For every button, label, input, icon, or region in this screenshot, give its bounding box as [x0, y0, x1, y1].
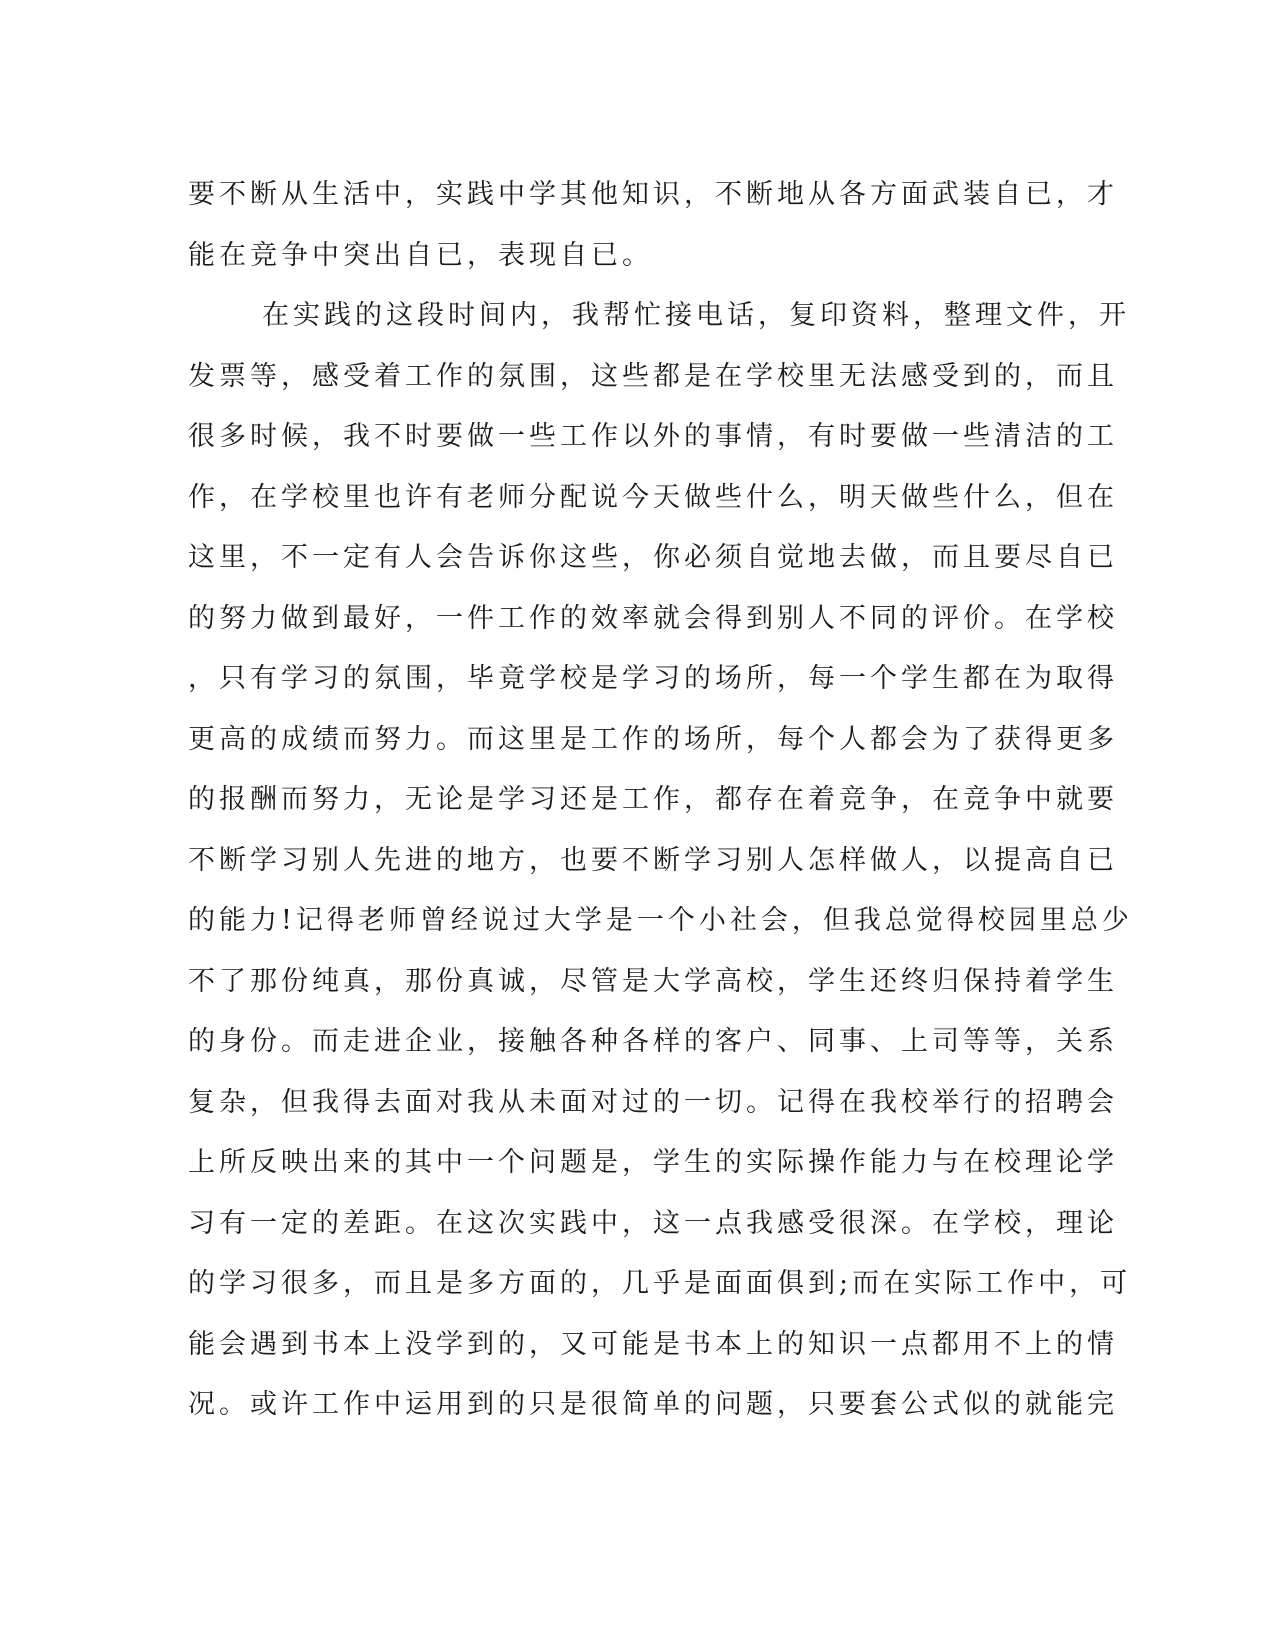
- text-line: 不断学习别人先进的地方，也要不断学习别人怎样做人，以提高自已: [188, 844, 1118, 876]
- text-line: 复杂，但我得去面对我从未面对过的一切。记得在我校举行的招聘会: [188, 1086, 1118, 1118]
- text-line: 作，在学校里也许有老师分配说今天做些什么，明天做些什么，但在: [188, 481, 1118, 513]
- text-line: 的报酬而努力，无论是学习还是工作，都存在着竞争，在竞争中就要: [188, 784, 1118, 815]
- text-line: ，只有学习的氛围，毕竟学校是学习的场所，每一个学生都在为取得: [188, 663, 1118, 694]
- text-line: 要不断从生活中，实践中学其他知识，不断地从各方面武装自已，才: [188, 179, 1118, 210]
- text-line: 习有一定的差距。在这次实践中，这一点我感受很深。在学校，理论: [188, 1207, 1118, 1239]
- text-line: 能会遇到书本上没学到的，又可能是书本上的知识一点都用不上的情: [188, 1328, 1118, 1360]
- text-line: 更高的成绩而努力。而这里是工作的场所，每个人都会为了获得更多: [188, 723, 1118, 755]
- text-line: 这里，不一定有人会告诉你这些，你必须自觉地去做，而且要尽自已: [188, 542, 1118, 573]
- text-line: 能在竞争中突出自已，表现自已。: [188, 239, 653, 271]
- text-line: 不了那份纯真，那份真诚，尽管是大学高校，学生还终归保持着学生: [188, 965, 1118, 997]
- text-line: 发票等，感受着工作的氛围，这些都是在学校里无法感受到的，而且: [188, 360, 1118, 392]
- text-line: 的身份。而走进企业，接触各种各样的客户、同事、上司等等，关系: [188, 1026, 1118, 1057]
- text-line: 况。或许工作中运用到的只是很简单的问题，只要套公式似的就能完: [188, 1389, 1118, 1420]
- text-line: 的能力!记得老师曾经说过大学是一个小社会，但我总觉得校园里总少: [188, 905, 1133, 936]
- paragraph-start-line: 在实践的这段时间内，我帮忙接电话，复印资料，整理文件，开: [262, 300, 1130, 331]
- text-line: 很多时候，我不时要做一些工作以外的事情，有时要做一些清洁的工: [188, 421, 1118, 452]
- text-line: 上所反映出来的其中一个问题是，学生的实际操作能力与在校理论学: [188, 1147, 1118, 1178]
- text-line: 的努力做到最好，一件工作的效率就会得到别人不同的评价。在学校: [188, 602, 1118, 634]
- text-line: 的学习很多，而且是多方面的，几乎是面面俱到;而在实际工作中，可: [188, 1268, 1132, 1299]
- body-text: [188, 165, 1133, 1436]
